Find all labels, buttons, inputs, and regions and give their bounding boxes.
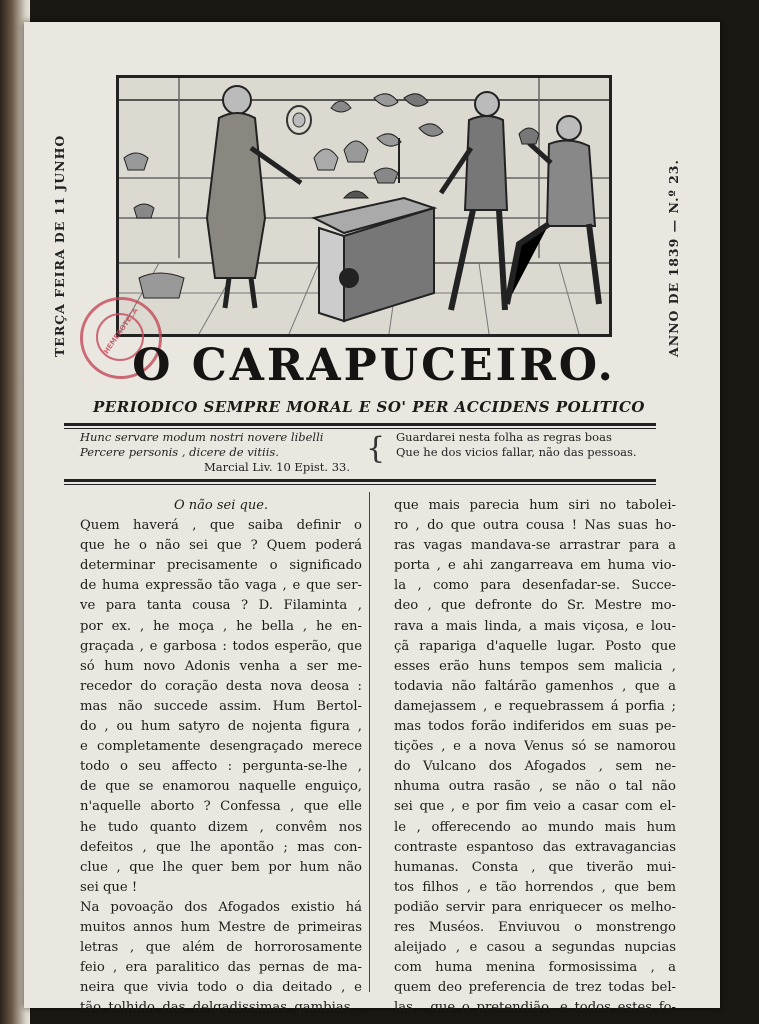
text-line: podião servir para enriquecer os melho- [394,899,676,915]
woodcut-illustration [116,75,612,337]
issue-line: ANNO DE 1839 — N.º 23. [666,159,681,357]
text-line: he tudo quanto dizem , convêm nos [80,819,362,835]
divider-rule [64,428,656,429]
text-line: humanas. Consta , que tiverão mui- [394,859,676,875]
date-line: TERÇA FEIRA DE 11 JUNHO [52,134,67,357]
text-line: determinar precisamente o significado [80,558,362,574]
text-line: quem deo preferencia de trez todas bel- [394,980,676,996]
column-2-text [394,496,676,1018]
text-line: porta , e ahi zangarreava em huma vio- [394,558,676,574]
latin-epigraph [80,430,370,475]
text-line: feio , era paralitico das pernas de ma- [80,960,362,976]
text-line: Quem haverá , que saiba definir o [80,518,362,534]
divider-rule [64,484,656,485]
text-line: do Vulcano dos Afogados , sem ne- [394,759,676,775]
newspaper-page [24,22,720,1016]
text-line: defeitos , que lhe apontão ; mas con- [80,839,362,855]
article-column-1 [80,496,362,1018]
text-line: graçada , e garbosa : todos esperão, que [80,638,362,654]
text-line: tos filhos , e tão horrendos , que bem [394,879,676,895]
text-line: las , que o pretendião, e todos estes fo- [394,1000,676,1016]
column-separator [369,492,370,992]
text-line: do , ou hum satyro de nojenta figura , [80,719,362,735]
text-line: sei que ! [80,879,138,895]
divider-rule [64,479,656,482]
text-line: letras , que além de horrorosamente [80,940,362,956]
stamp-text: HEMEROTECA [102,306,140,356]
text-line: contraste espantoso das extravagancias [394,839,676,855]
text-line: e completamente desengraçado merece [80,739,362,755]
text-line: todo o seu affecto : pergunta-se-lhe , [80,759,362,775]
text-line: de que se enamorou naquelle enguiço, [80,779,362,795]
text-line: com huma menina formosissima , a [394,960,676,976]
text-line: n'aquelle aborto ? Confessa , que elle [80,799,362,815]
text-line: çã rapariga d'aquelle lugar. Posto que [394,638,676,654]
article-column-2 [394,496,676,1018]
text-line: por ex. , he moça , he bella , he en- [80,618,362,634]
hat-shop-scene-image [119,78,609,334]
text-line: todavia não faltárão gamenhos , que a [394,678,676,694]
epigraph-source: Marcial Liv. 10 Epist. 33. [203,460,350,474]
text-line: damejassem , e requebrassem á porfia ; [394,698,676,714]
text-line: rava a mais linda, a mais viçosa, e lou- [394,618,676,634]
text-line: ve para tanta cousa ? D. Filaminta , [80,598,362,614]
text-line: Na povoação dos Afogados existio há [80,899,362,915]
text-line: neira que vivia todo o dia deitado , e [80,980,362,996]
text-line: le , offerecendo ao mundo mais hum [394,819,676,835]
text-line: deo , que defronte do Sr. Mestre mo- [394,598,676,614]
text-line: mas todos forão indiferidos em suas pe- [394,719,676,735]
text-line: esses erão huns tempos sem malicia , [394,658,676,674]
epigraph-line: Que he dos vicios fallar, não das pessoas. [396,445,637,459]
text-line: nhuma outra rasão , se não o tal não [394,779,676,795]
text-line: aleijado , e casou a segundas nupcias [394,940,676,956]
text-line: sei que , e por fim veio a casar com el- [394,799,676,815]
epigraph-line: Hunc servare modum nostri novere libelli [80,430,324,444]
text-line: tão tolhido das delgadissimas gambias , [80,1000,362,1016]
text-line: ro , do que outra cousa ! Nas suas ho- [394,518,676,534]
text-line: clue , que lhe quer bem por hum não [80,859,362,875]
text-line: que mais parecia hum siri no tabolei- [394,498,676,513]
epigraph-line: Guardarei nesta folha as regras boas [396,430,612,444]
brace-glyph: { [366,431,386,466]
text-line: mas não succede assim. Hum Bertol- [80,698,362,714]
newspaper-subtitle: PERIODICO SEMPRE MORAL E SO' PER ACCIDENS POLITICO [93,398,645,416]
newspaper-title: O CARAPUCEIRO. [132,340,616,391]
epigraph-line: Percere personis , dicere de vitiis. [80,445,279,459]
text-line: que he o não sei que ? Quem poderá [80,538,362,554]
text-line: ras vagas mandava-se arrastrar para a [394,538,676,554]
column-1-text [80,516,362,1018]
portuguese-epigraph [396,430,666,460]
text-line: muitos annos hum Mestre de primeiras [80,919,362,935]
text-line: de huma expressão tão vaga , e que ser- [80,578,362,594]
article-title: O não sei que. [173,498,269,513]
text-line: tições , e a nova Venus só se namorou [394,739,676,755]
divider-rule [64,423,656,426]
text-line: la , como para desenfadar-se. Succe- [394,578,676,594]
text-line: só hum novo Adonis venha a ser me- [80,658,362,674]
text-line: recedor do coração desta nova deosa : [80,678,362,694]
text-line: res Muséos. Enviuvou o monstrengo [394,919,676,935]
